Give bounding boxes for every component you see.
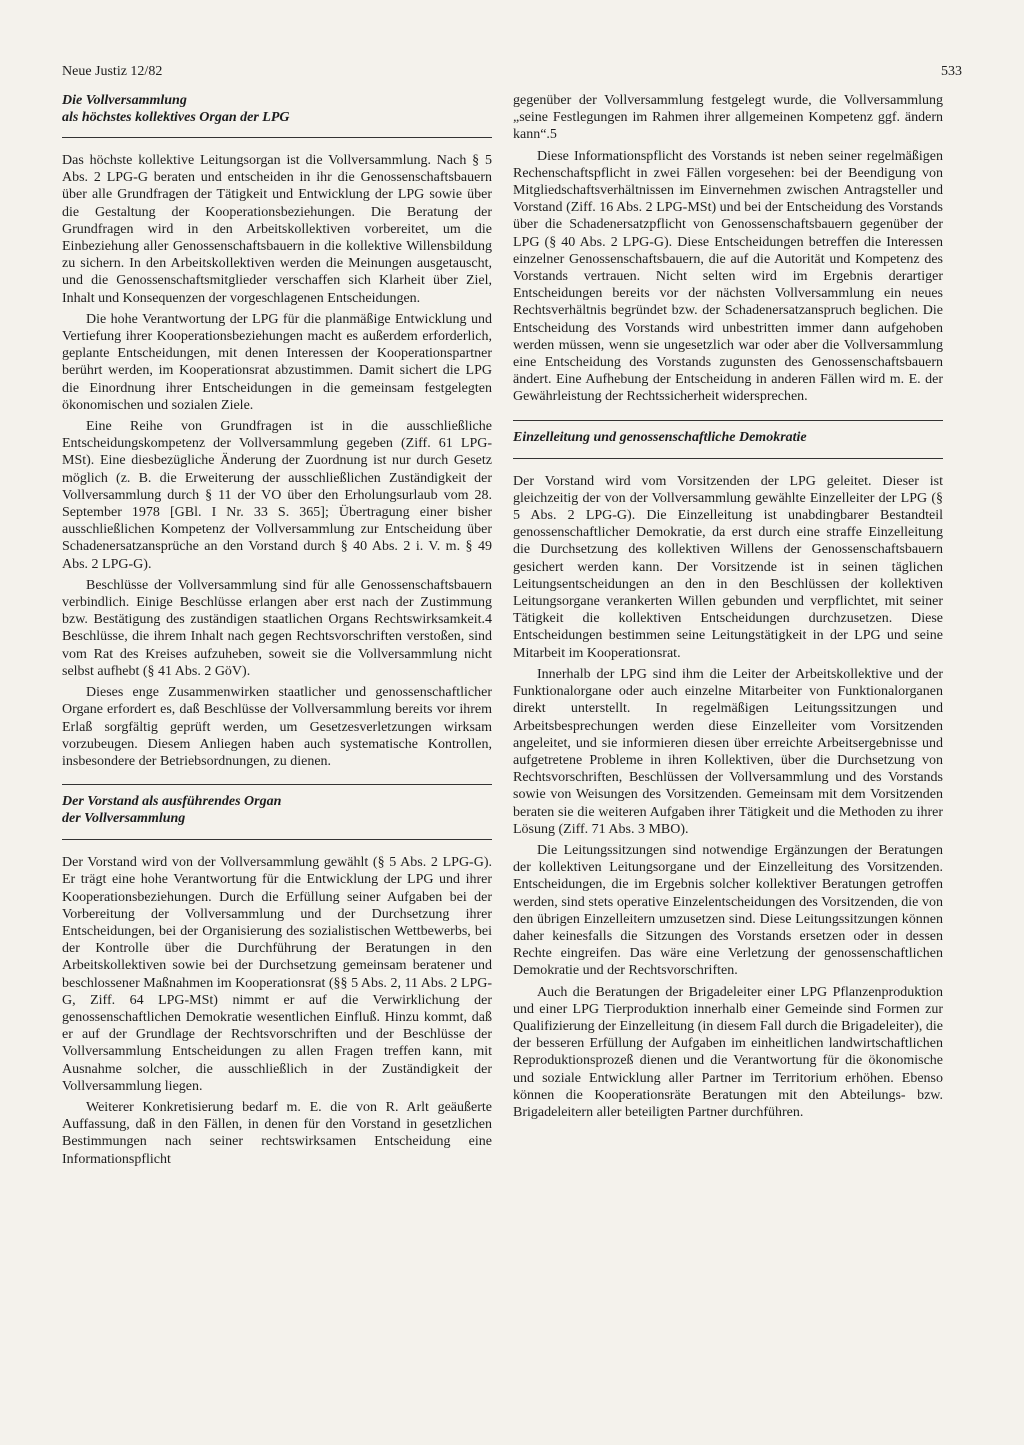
heading-line: als höchstes kollektives Organ der LPG	[62, 110, 290, 125]
paragraph: Der Vorstand wird von der Vollversammlung gewählt (§ 5 Abs. 2 LPG-G). Er trägt eine hohe Verantwortung für die Entwicklung der LPG und ihrer Kooperationsbeziehungen. Durch die Erfüllung seiner Aufgaben bei der Vorbereitung der Vollversammlung und der Durchsetzung ihrer Entscheidungen, bei der Organisierung des sozialistischen Wettbewerbs, bei der Kontrolle über die Durchführung der Beratungen in den Arbeitskollektiven sowie bei der Durchsetzung gemeinsam beratener und beschlossener Maßnahmen im Kooperationsrat (§§ 5 Abs. 2, 11 Abs. 2 LPG-G, Ziff. 64 LPG-MSt) nimmt er auf die Verwirklichung der genossenschaftlichen Demokratie wesentlichen Einfluß. Hinzu kommt, daß er auf der Grundlage der Rechtsvorschriften und der Beschlüsse der Vollversammlung Entscheidungen zu allen Fragen treffen kann, mit Ausnahme solcher, die ausschließlich in der Zuständigkeit der Vollversammlung liegen.	[62, 855, 492, 1094]
section-heading-vollversammlung	[62, 92, 492, 126]
section-rule	[62, 137, 492, 138]
paragraph: Eine Reihe von Grundfragen ist in die ausschließliche Entscheidungskompetenz der Vollversammlung gegeben (Ziff. 61 LPG-MSt). Eine diesbezügliche Änderung der Zuordnung ist nur durch Gesetz möglich (z. B. die Erweiterung der ausschließlichen Zuständigkeit der Vollversammlung durch § 11 der VO über den Erholungsurlaub vom 28. September 1978 [GBl. I Nr. 33 S. 365]; Übertragung einer bisher ausschließlichen Kompetenz der Vollversammlung zur Entscheidung über Schadenersatzansprüche an den Vorstand durch § 40 Abs. 2 i. V. m. § 49 Abs. 2 LPG-G).	[62, 419, 492, 572]
left-column	[62, 92, 492, 1172]
paragraph: gegenüber der Vollversammlung festgelegt wurde, die Vollversammlung „seine Festlegungen im Rahmen ihrer allgemeinen Kompetenz ggf. ändern kann“.5	[513, 93, 943, 143]
paragraph: Das höchste kollektive Leitungsorgan ist die Vollversammlung. Nach § 5 Abs. 2 LPG-G beraten und entscheiden in ihr die Genossenschaftsbauern über alle Grundfragen der Tätigkeit und Entwicklung der LPG sowie über die Gestaltung der Kooperationsbeziehungen. Die Beratung der Grundfragen wird in den Arbeitskollektiven vorbereitet, um die Einbeziehung aller Genossenschaftsbauern in die kollektive Willensbildung zu sichern. In den Arbeitskollektiven werden die Meinungen ausgetauscht, und die Genossenschaftsmitglieder verschaffen sich Klarheit über Ziel, Inhalt und Konsequenzen der vorgeschlagenen Entscheidungen.	[62, 153, 492, 306]
paragraph: Innerhalb der LPG sind ihm die Leiter der Arbeitskollektive und der Funktionalorgane oder auch einzelne Mitarbeiter von Funktionalorganen direkt unterstellt. In regelmäßigen Leitungssitzungen und Arbeitsbesprechungen werden diese Einzelleiter vom Vorsitzenden angeleitet, und sie informieren diesen über erreichte Arbeitsergebnisse und aufgetretene Probleme in ihren Kollektiven, über die Durchsetzung von Rechtsvorschriften, Beschlüssen der Vollversammlung und des Vorstands sowie von Weisungen des Vorsitzenden. Gemeinsam mit dem Vorsitzenden beraten sie die weiteren Aufgaben ihrer Tätigkeit und die Methoden zu ihrer Lösung (Ziff. 71 Abs. 3 MBO).	[513, 666, 943, 837]
heading-line: Die Vollversammlung	[62, 93, 187, 108]
section-heading-einzelleitung: Einzelleitung und genossenschaftliche Demokratie	[513, 429, 807, 445]
section-rule	[513, 458, 943, 459]
paragraph: Weiterer Konkretisierung bedarf m. E. die von R. Arlt geäußerte Auffassung, daß in den Fällen, in denen für den Vorstand in gesetzlichen Bestimmungen nach seiner rechtswirksamen Entscheidung eine Informationspflicht	[62, 1099, 492, 1167]
paragraph: Der Vorstand wird vom Vorsitzenden der LPG geleitet. Dieser ist gleichzeitig der von der Vollversammlung gewählte Einzelleiter der LPG (§ 5 Abs. 2 LPG-G). Die Einzelleitung ist unabdingbarer Bestandteil genossenschaftlicher Demokratie, da erst durch eine straffe Einzelleitung die Durchsetzung des kollektiven Willens der Genossenschaftsbauern gesichert werden kann. Der Vorsitzende ist in seinen täglichen Leitungsentscheidungen an den in den Beschlüssen der kollektiven Leitungsorgane verankerten Willen gebunden und verpflichtet, mit seiner Tätigkeit die kollektiven Entscheidungen durchzusetzen. Diese Entscheidungen bestimmen seine Leitungstätigkeit in der LPG und seine Mitarbeit im Kooperationsrat.	[513, 473, 943, 661]
right-column	[513, 92, 943, 1125]
section-rule	[62, 784, 492, 785]
section-rule	[62, 839, 492, 840]
page-header	[62, 62, 962, 82]
paragraph: Auch die Beratungen der Brigadeleiter einer LPG Pflanzenproduktion und einer LPG Tierproduktion innerhalb einer Gemeinde sind Formen zur Qualifizierung der Einzelleitung (in diesem Fall durch die Brigadeleiter), die der besseren Erfüllung der Aufgaben im einheitlichen landwirtschaftlichen Reproduktionsprozeß dienen und die Verantwortung für die ökonomische und soziale Entwicklung aller Partner im Territorium erhöhen. Ebenso können die Kooperationsräte Beratungen mit den Abteilungs- bzw. Brigadeleitern aller beteiligten Partner durchführen.	[513, 984, 943, 1120]
section-heading-vorstand	[62, 793, 492, 827]
paragraph: Die Leitungssitzungen sind notwendige Ergänzungen der Beratungen der kollektiven Leitungsorgane und der Einzelleitung des Vorsitzenden. Entscheidungen, die im Ergebnis solcher kollektiver Beratungen getroffen werden, sind stets operative Einzelentscheidungen des Vorsitzenden, die von den übrigen Einzelleitern umzusetzen sind. Diese Leitungssitzungen können daher keinesfalls die Sitzungen des Vorstands ersetzen oder in dessen Rechte eingreifen. Das wäre eine Verletzung der genossenschaftlichen Demokratie und der Rechtsvorschriften.	[513, 842, 943, 979]
section-rule	[513, 420, 943, 421]
journal-issue: Neue Justiz 12/82	[62, 64, 163, 79]
paragraph: Beschlüsse der Vollversammlung sind für alle Genossenschaftsbauern verbindlich. Einige Beschlüsse erlangen aber erst nach der Zustimmung bzw. Bestätigung des zuständigen staatlichen Organs Rechtswirksamkeit.4 Beschlüsse, die ihrem Inhalt nach gegen Rechtsvorschriften verstoßen, sind vom Rat des Kreises aufzuheben, soweit sie die Vollversammlung nicht selbst aufhebt (§ 41 Abs. 2 GöV).	[62, 577, 492, 679]
paragraph: Diese Informationspflicht des Vorstands ist neben seiner regelmäßigen Rechenschaftspflicht in zwei Fällen vorgesehen: bei der Beendigung von Mitgliedschaftsverhältnissen im Einvernehmen zwischen Antragsteller und Vorstand (Ziff. 16 Abs. 2 LPG-MSt) und bei der Entscheidung des Vorstands über die Schadenersatzpflicht von Genossenschaftsbauern gegenüber der LPG (§ 40 Abs. 2 LPG-G). Diese Entscheidungen betreffen die Interessen einzelner Genossenschaftsbauern, die auf die Autorität und Kompetenz des Vorstands vertrauen. Nicht selten wird im Ergebnis derartiger Entscheidungen bereits vor der nächsten Vollversammlung ein neues Rechtsverhältnis begründet bzw. der Schadenersatzanspruch beglichen. Die Entscheidung des Vorstands wird unbestritten immer dann aufgehoben werden müssen, wenn sie ungesetzlich war oder aber die Vollversammlung eine Entscheidung des Vorstands zugunsten des Genossenschaftsbauern ändert. Eine Aufhebung der Entscheidung in anderen Fällen wird m. E. der Gewährleistung der Rechtssicherheit widersprechen.	[513, 148, 943, 405]
heading-line: der Vollversammlung	[62, 811, 186, 827]
heading-line: Der Vorstand als ausführendes Organ	[62, 794, 282, 810]
paragraph: Die hohe Verantwortung der LPG für die planmäßige Entwicklung und Vertiefung ihrer Kooperationsbeziehungen macht es außerdem erforderlich, geplante Entscheidungen, mit denen Interessen der Kooperationspartner berührt werden, im Kooperationsrat abzustimmen. Damit sichert die LPG die Einordnung ihrer Entscheidungen in die gemeinsam festgelegten ökonomischen und sozialen Ziele.	[62, 311, 492, 413]
page-number: 533	[941, 64, 962, 79]
paragraph: Dieses enge Zusammenwirken staatlicher und genossenschaftlicher Organe erfordert es, daß Beschlüsse der Vollversammlung bereits vor ihrem Erlaß sorgfältig geprüft werden, um Gesetzesverletzungen wirksam vorzubeugen. Diesem Anliegen haben auch systematische Kontrollen, insbesondere der Betriebsordnungen, zu dienen.	[62, 685, 492, 769]
